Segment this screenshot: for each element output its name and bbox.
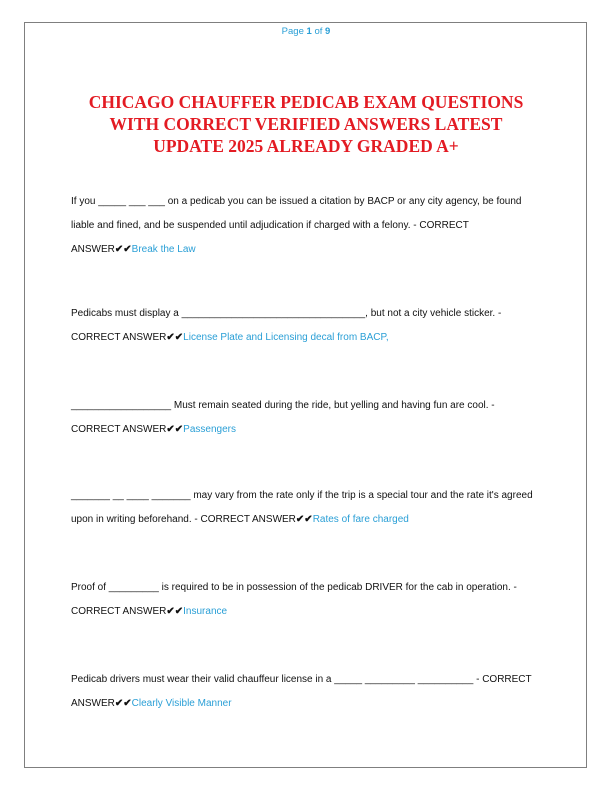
question-text: Proof of _________ is required to be in possession of the pedicab DRIVER for the cab in operation. - CORRECT ANSWER (71, 582, 517, 617)
question-4 (71, 484, 541, 532)
check-marks-icon: ✔✔ (295, 514, 313, 525)
title-line-1: CHICAGO CHAUFFER PEDICAB EXAM QUESTIONS (88, 92, 524, 112)
check-marks-icon: ✔✔ (166, 424, 184, 435)
check-marks-icon: ✔✔ (166, 606, 184, 617)
question-1 (71, 190, 541, 262)
check-marks-icon: ✔✔ (114, 244, 132, 255)
question-5 (71, 576, 541, 624)
question-text: __________________ Must remain seated during the ride, but yelling and having fun are cool. - CORRECT ANSWER (71, 400, 495, 435)
title-line-3: UPDATE 2025 ALREADY GRADED A+ (153, 136, 459, 156)
answer-text: Insurance (183, 606, 228, 617)
page-prefix: Page (281, 26, 304, 37)
document-title (60, 91, 552, 157)
answer-text: Passengers (183, 424, 236, 435)
title-line-2: WITH CORRECT VERIFIED ANSWERS LATEST (109, 114, 503, 134)
page-sep: of (314, 26, 323, 37)
check-marks-icon: ✔✔ (114, 698, 132, 709)
question-text: If you _____ ___ ___ on a pedicab you can be issued a citation by BACP or any city agency, be found liable and fined, and be suspended until adjudication if charged with a felony. - CORRECT ANSWER (71, 196, 522, 255)
question-3 (71, 394, 541, 442)
question-text: _______ __ ____ _______ may vary from the rate only if the trip is a special tour and the rate it's agreed upon in writing beforehand. - CORRECT ANSWER (71, 490, 533, 525)
question-text: Pedicabs must display a _________________________________, but not a city vehicle sticker. - CORRECT ANSWER (71, 308, 502, 343)
page-number (0, 26, 612, 37)
answer-text: License Plate and Licensing decal from BACP, (183, 332, 389, 343)
question-2 (71, 302, 541, 350)
page-current: 1 (306, 26, 312, 37)
question-text: Pedicab drivers must wear their valid chauffeur license in a _____ _________ __________ - CORRECT ANSWER (71, 674, 532, 709)
check-marks-icon: ✔✔ (166, 332, 184, 343)
answer-text: Rates of fare charged (312, 514, 409, 525)
page-total: 9 (325, 26, 331, 37)
question-6 (71, 668, 541, 716)
answer-text: Clearly Visible Manner (131, 698, 232, 709)
answer-text: Break the Law (131, 244, 196, 255)
